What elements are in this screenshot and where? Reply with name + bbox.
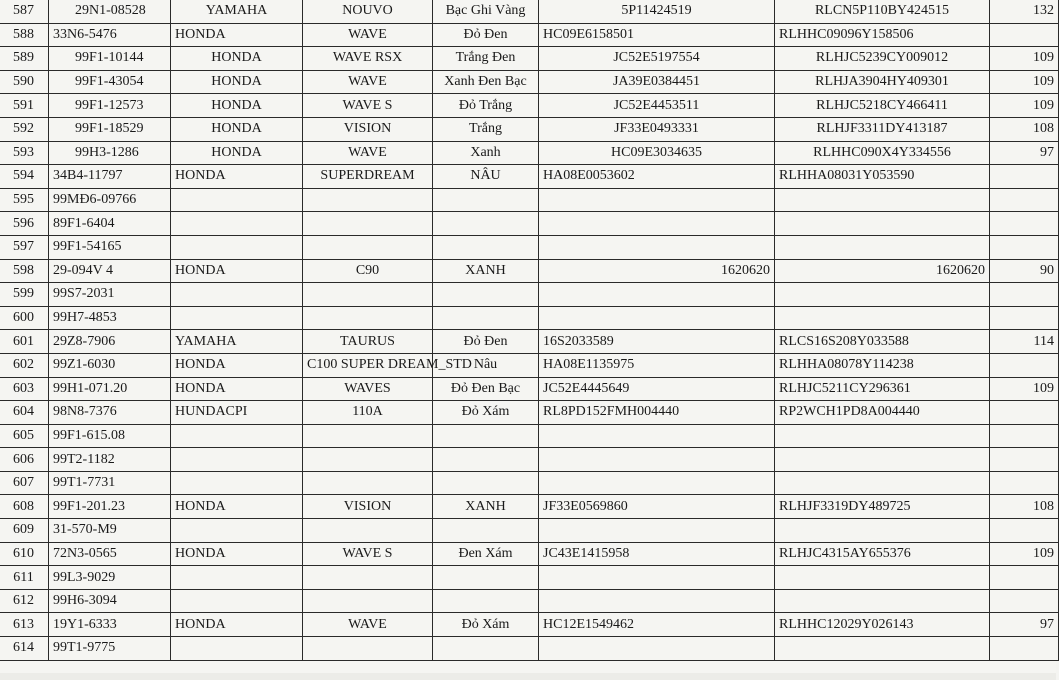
table-row [0, 259, 1059, 283]
row-number-cell: 600 [0, 306, 49, 330]
table-row [0, 117, 1059, 141]
vehicle-make-cell: HONDA [171, 94, 303, 118]
vehicle-model-cell: WAVES [303, 377, 433, 401]
license-plate-cell: 99F1-43054 [49, 70, 171, 94]
license-plate-cell: 99H1-071.20 [49, 377, 171, 401]
row-number-cell: 611 [0, 566, 49, 590]
row-number-cell: 602 [0, 353, 49, 377]
row-number-cell: 603 [0, 377, 49, 401]
table-row [0, 471, 1059, 495]
vehicle-color-cell [433, 212, 539, 236]
engine-capacity-cell: 109 [990, 542, 1059, 566]
frame-number-cell: 1620620 [775, 259, 990, 283]
frame-number-cell: RLHHC090X4Y334556 [775, 141, 990, 165]
engine-capacity-cell [990, 637, 1059, 661]
engine-capacity-cell: 109 [990, 377, 1059, 401]
table-row [0, 165, 1059, 189]
frame-number-cell [775, 306, 990, 330]
license-plate-cell: 89F1-6404 [49, 212, 171, 236]
vehicle-color-cell: Đỏ Đen Bạc [433, 377, 539, 401]
vehicle-color-cell [433, 283, 539, 307]
table-row [0, 0, 1059, 23]
row-number-cell: 596 [0, 212, 49, 236]
engine-capacity-cell [990, 353, 1059, 377]
engine-capacity-cell [990, 448, 1059, 472]
license-plate-cell: 99MĐ6-09766 [49, 188, 171, 212]
vehicle-model-cell: TAURUS [303, 330, 433, 354]
frame-number-cell: RLCN5P110BY424515 [775, 0, 990, 23]
frame-number-cell [775, 471, 990, 495]
row-number-cell: 593 [0, 141, 49, 165]
frame-number-cell: RLHJC4315AY655376 [775, 542, 990, 566]
engine-capacity-cell [990, 283, 1059, 307]
vehicle-model-cell: WAVE [303, 141, 433, 165]
engine-capacity-cell [990, 23, 1059, 47]
vehicle-color-cell [433, 235, 539, 259]
engine-capacity-cell: 109 [990, 47, 1059, 71]
vehicle-model-cell: C100 SUPER DREAM_STD [303, 353, 433, 377]
engine-capacity-cell [990, 519, 1059, 543]
engine-number-cell: HC09E3034635 [539, 141, 775, 165]
engine-number-cell [539, 471, 775, 495]
table-row [0, 306, 1059, 330]
vehicle-make-cell: YAMAHA [171, 330, 303, 354]
vehicle-model-cell [303, 471, 433, 495]
engine-capacity-cell: 109 [990, 94, 1059, 118]
table-row [0, 448, 1059, 472]
engine-capacity-cell [990, 165, 1059, 189]
license-plate-cell: 29Z8-7906 [49, 330, 171, 354]
vehicle-color-cell [433, 448, 539, 472]
vehicle-make-cell [171, 212, 303, 236]
table-row [0, 188, 1059, 212]
frame-number-cell: RLHJF3319DY489725 [775, 495, 990, 519]
license-plate-cell: 99H7-4853 [49, 306, 171, 330]
row-number-cell: 598 [0, 259, 49, 283]
engine-capacity-cell: 90 [990, 259, 1059, 283]
frame-number-cell: RLHHC09096Y158506 [775, 23, 990, 47]
vehicle-color-cell: Nâu [433, 353, 539, 377]
row-number-cell: 595 [0, 188, 49, 212]
vehicle-model-cell: C90 [303, 259, 433, 283]
vehicle-color-cell: Xanh Đen Bạc [433, 70, 539, 94]
engine-number-cell: 5P11424519 [539, 0, 775, 23]
vehicle-make-cell: YAMAHA [171, 0, 303, 23]
frame-number-cell [775, 212, 990, 236]
frame-number-cell [775, 519, 990, 543]
vehicle-make-cell: HONDA [171, 542, 303, 566]
frame-number-cell [775, 637, 990, 661]
vehicle-color-cell: XANH [433, 259, 539, 283]
vehicle-color-cell [433, 306, 539, 330]
engine-number-cell: HA08E1135975 [539, 353, 775, 377]
engine-number-cell [539, 519, 775, 543]
engine-capacity-cell [990, 424, 1059, 448]
frame-number-cell [775, 188, 990, 212]
vehicle-make-cell: HONDA [171, 613, 303, 637]
vehicle-model-cell: WAVE S [303, 542, 433, 566]
vehicle-model-cell [303, 448, 433, 472]
frame-number-cell [775, 589, 990, 613]
engine-number-cell [539, 283, 775, 307]
row-number-cell: 613 [0, 613, 49, 637]
frame-number-cell [775, 283, 990, 307]
table-row [0, 141, 1059, 165]
license-plate-cell: 33N6-5476 [49, 23, 171, 47]
row-number-cell: 591 [0, 94, 49, 118]
vehicle-make-cell: HONDA [171, 117, 303, 141]
engine-capacity-cell [990, 589, 1059, 613]
vehicle-color-cell [433, 637, 539, 661]
row-number-cell: 605 [0, 424, 49, 448]
table-row [0, 23, 1059, 47]
vehicle-make-cell: HONDA [171, 47, 303, 71]
license-plate-cell: 72N3-0565 [49, 542, 171, 566]
license-plate-cell: 29-094V 4 [49, 259, 171, 283]
table-row [0, 566, 1059, 590]
table-row [0, 283, 1059, 307]
row-number-cell: 594 [0, 165, 49, 189]
engine-number-cell: HC09E6158501 [539, 23, 775, 47]
vehicle-color-cell [433, 566, 539, 590]
engine-number-cell: JA39E0384451 [539, 70, 775, 94]
frame-number-cell: RP2WCH1PD8A004440 [775, 401, 990, 425]
engine-number-cell: JF33E0493331 [539, 117, 775, 141]
engine-number-cell [539, 188, 775, 212]
row-number-cell: 590 [0, 70, 49, 94]
engine-number-cell: JF33E0569860 [539, 495, 775, 519]
row-number-cell: 597 [0, 235, 49, 259]
vehicle-color-cell: Đỏ Đen [433, 23, 539, 47]
engine-number-cell: HA08E0053602 [539, 165, 775, 189]
engine-capacity-cell [990, 188, 1059, 212]
row-number-cell: 608 [0, 495, 49, 519]
engine-capacity-cell [990, 471, 1059, 495]
table-row [0, 519, 1059, 543]
license-plate-cell: 99T2-1182 [49, 448, 171, 472]
vehicle-model-cell [303, 306, 433, 330]
vehicle-color-cell: Đỏ Xám [433, 613, 539, 637]
engine-number-cell: JC52E4453511 [539, 94, 775, 118]
vehicle-make-cell [171, 235, 303, 259]
vehicle-model-cell: WAVE S [303, 94, 433, 118]
vehicle-model-cell: WAVE [303, 23, 433, 47]
engine-capacity-cell [990, 401, 1059, 425]
table-row [0, 377, 1059, 401]
license-plate-cell: 99H3-1286 [49, 141, 171, 165]
frame-number-cell: RLHJA3904HY409301 [775, 70, 990, 94]
vehicle-make-cell: HONDA [171, 377, 303, 401]
table-row [0, 589, 1059, 613]
engine-number-cell [539, 424, 775, 448]
table-row [0, 424, 1059, 448]
vehicle-make-cell [171, 519, 303, 543]
vehicle-color-cell: XANH [433, 495, 539, 519]
engine-number-cell: 16S2033589 [539, 330, 775, 354]
engine-capacity-cell: 132 [990, 0, 1059, 23]
frame-number-cell: RLHJC5239CY009012 [775, 47, 990, 71]
frame-number-cell: RLHJC5218CY466411 [775, 94, 990, 118]
row-number-cell: 588 [0, 23, 49, 47]
vehicle-make-cell [171, 424, 303, 448]
vehicle-color-cell [433, 589, 539, 613]
frame-number-cell: RLHHA08078Y114238 [775, 353, 990, 377]
engine-number-cell: HC12E1549462 [539, 613, 775, 637]
row-number-cell: 599 [0, 283, 49, 307]
table-row [0, 47, 1059, 71]
vehicle-model-cell [303, 637, 433, 661]
license-plate-cell: 99L3-9029 [49, 566, 171, 590]
vehicle-color-cell: Đỏ Xám [433, 401, 539, 425]
vehicle-model-cell [303, 424, 433, 448]
frame-number-cell: RLHJC5211CY296361 [775, 377, 990, 401]
license-plate-cell: 19Y1-6333 [49, 613, 171, 637]
vehicle-model-cell: WAVE [303, 613, 433, 637]
vehicle-color-cell [433, 519, 539, 543]
vehicle-color-cell: Trắng [433, 117, 539, 141]
page-bottom-margin [0, 673, 1056, 680]
license-plate-cell: 31-570-M9 [49, 519, 171, 543]
vehicle-make-cell [171, 188, 303, 212]
table-row [0, 353, 1059, 377]
vehicle-make-cell [171, 283, 303, 307]
vehicle-model-cell: WAVE RSX [303, 47, 433, 71]
vehicle-model-cell [303, 519, 433, 543]
vehicle-make-cell [171, 448, 303, 472]
license-plate-cell: 99F1-615.08 [49, 424, 171, 448]
license-plate-cell: 99F1-54165 [49, 235, 171, 259]
table-row [0, 495, 1059, 519]
vehicle-color-cell [433, 424, 539, 448]
engine-number-cell [539, 637, 775, 661]
vehicle-make-cell: HONDA [171, 259, 303, 283]
license-plate-cell: 99H6-3094 [49, 589, 171, 613]
engine-capacity-cell: 109 [990, 70, 1059, 94]
table-row [0, 212, 1059, 236]
table-row [0, 542, 1059, 566]
license-plate-cell: 99T1-9775 [49, 637, 171, 661]
engine-capacity-cell: 97 [990, 613, 1059, 637]
vehicle-color-cell: Trắng Đen [433, 47, 539, 71]
vehicle-color-cell: Đỏ Đen [433, 330, 539, 354]
vehicle-model-cell: 110A [303, 401, 433, 425]
row-number-cell: 607 [0, 471, 49, 495]
frame-number-cell: RLHHC12029Y026143 [775, 613, 990, 637]
vehicle-model-cell [303, 566, 433, 590]
vehicle-make-cell: HONDA [171, 141, 303, 165]
table-row [0, 70, 1059, 94]
engine-number-cell [539, 589, 775, 613]
license-plate-cell: 99T1-7731 [49, 471, 171, 495]
engine-capacity-cell [990, 212, 1059, 236]
license-plate-cell: 99F1-18529 [49, 117, 171, 141]
vehicle-make-cell: HONDA [171, 23, 303, 47]
vehicle-make-cell: HONDA [171, 165, 303, 189]
engine-number-cell [539, 566, 775, 590]
table-row [0, 613, 1059, 637]
license-plate-cell: 34B4-11797 [49, 165, 171, 189]
engine-capacity-cell: 114 [990, 330, 1059, 354]
engine-capacity-cell: 108 [990, 495, 1059, 519]
engine-capacity-cell [990, 306, 1059, 330]
table-row [0, 235, 1059, 259]
vehicle-color-cell: Đỏ Trắng [433, 94, 539, 118]
vehicle-color-cell: Đen Xám [433, 542, 539, 566]
frame-number-cell: RLCS16S208Y033588 [775, 330, 990, 354]
engine-number-cell: 1620620 [539, 259, 775, 283]
engine-number-cell: JC52E5197554 [539, 47, 775, 71]
engine-number-cell [539, 448, 775, 472]
engine-capacity-cell: 97 [990, 141, 1059, 165]
table-row [0, 94, 1059, 118]
vehicle-make-cell: HUNDACPI [171, 401, 303, 425]
engine-number-cell: JC43E1415958 [539, 542, 775, 566]
row-number-cell: 587 [0, 0, 49, 23]
vehicle-make-cell [171, 589, 303, 613]
row-number-cell: 612 [0, 589, 49, 613]
engine-capacity-cell [990, 566, 1059, 590]
license-plate-cell: 99F1-12573 [49, 94, 171, 118]
vehicle-model-cell [303, 212, 433, 236]
vehicle-model-cell [303, 589, 433, 613]
vehicle-make-cell [171, 566, 303, 590]
frame-number-cell: RLHJF3311DY413187 [775, 117, 990, 141]
row-number-cell: 592 [0, 117, 49, 141]
license-plate-cell: 98N8-7376 [49, 401, 171, 425]
license-plate-cell: 99Z1-6030 [49, 353, 171, 377]
table-row [0, 637, 1059, 661]
vehicle-model-cell [303, 235, 433, 259]
row-number-cell: 589 [0, 47, 49, 71]
table-row [0, 401, 1059, 425]
vehicle-model-cell: WAVE [303, 70, 433, 94]
license-plate-cell: 99F1-201.23 [49, 495, 171, 519]
frame-number-cell [775, 448, 990, 472]
row-number-cell: 614 [0, 637, 49, 661]
vehicle-make-cell: HONDA [171, 495, 303, 519]
vehicle-color-cell: Bạc Ghi Vàng [433, 0, 539, 23]
row-number-cell: 601 [0, 330, 49, 354]
row-number-cell: 610 [0, 542, 49, 566]
table-row [0, 330, 1059, 354]
frame-number-cell [775, 424, 990, 448]
vehicle-model-cell [303, 283, 433, 307]
engine-number-cell [539, 212, 775, 236]
engine-number-cell: JC52E4445649 [539, 377, 775, 401]
row-number-cell: 606 [0, 448, 49, 472]
license-plate-cell: 29N1-08528 [49, 0, 171, 23]
vehicle-model-cell: NOUVO [303, 0, 433, 23]
vehicle-model-cell: VISION [303, 117, 433, 141]
engine-number-cell [539, 235, 775, 259]
vehicle-color-cell [433, 188, 539, 212]
vehicle-color-cell: Xanh [433, 141, 539, 165]
row-number-cell: 604 [0, 401, 49, 425]
vehicle-make-cell: HONDA [171, 353, 303, 377]
frame-number-cell: RLHHA08031Y053590 [775, 165, 990, 189]
engine-capacity-cell [990, 235, 1059, 259]
license-plate-cell: 99F1-10144 [49, 47, 171, 71]
engine-number-cell [539, 306, 775, 330]
vehicle-make-cell [171, 637, 303, 661]
vehicle-model-cell [303, 188, 433, 212]
vehicle-make-cell: HONDA [171, 70, 303, 94]
vehicle-model-cell: SUPERDREAM [303, 165, 433, 189]
frame-number-cell [775, 235, 990, 259]
engine-capacity-cell: 108 [990, 117, 1059, 141]
vehicle-color-cell [433, 471, 539, 495]
row-number-cell: 609 [0, 519, 49, 543]
engine-number-cell: RL8PD152FMH004440 [539, 401, 775, 425]
vehicle-make-cell [171, 471, 303, 495]
frame-number-cell [775, 566, 990, 590]
license-plate-cell: 99S7-2031 [49, 283, 171, 307]
vehicle-make-cell [171, 306, 303, 330]
vehicle-model-cell: VISION [303, 495, 433, 519]
vehicle-color-cell: NÂU [433, 165, 539, 189]
